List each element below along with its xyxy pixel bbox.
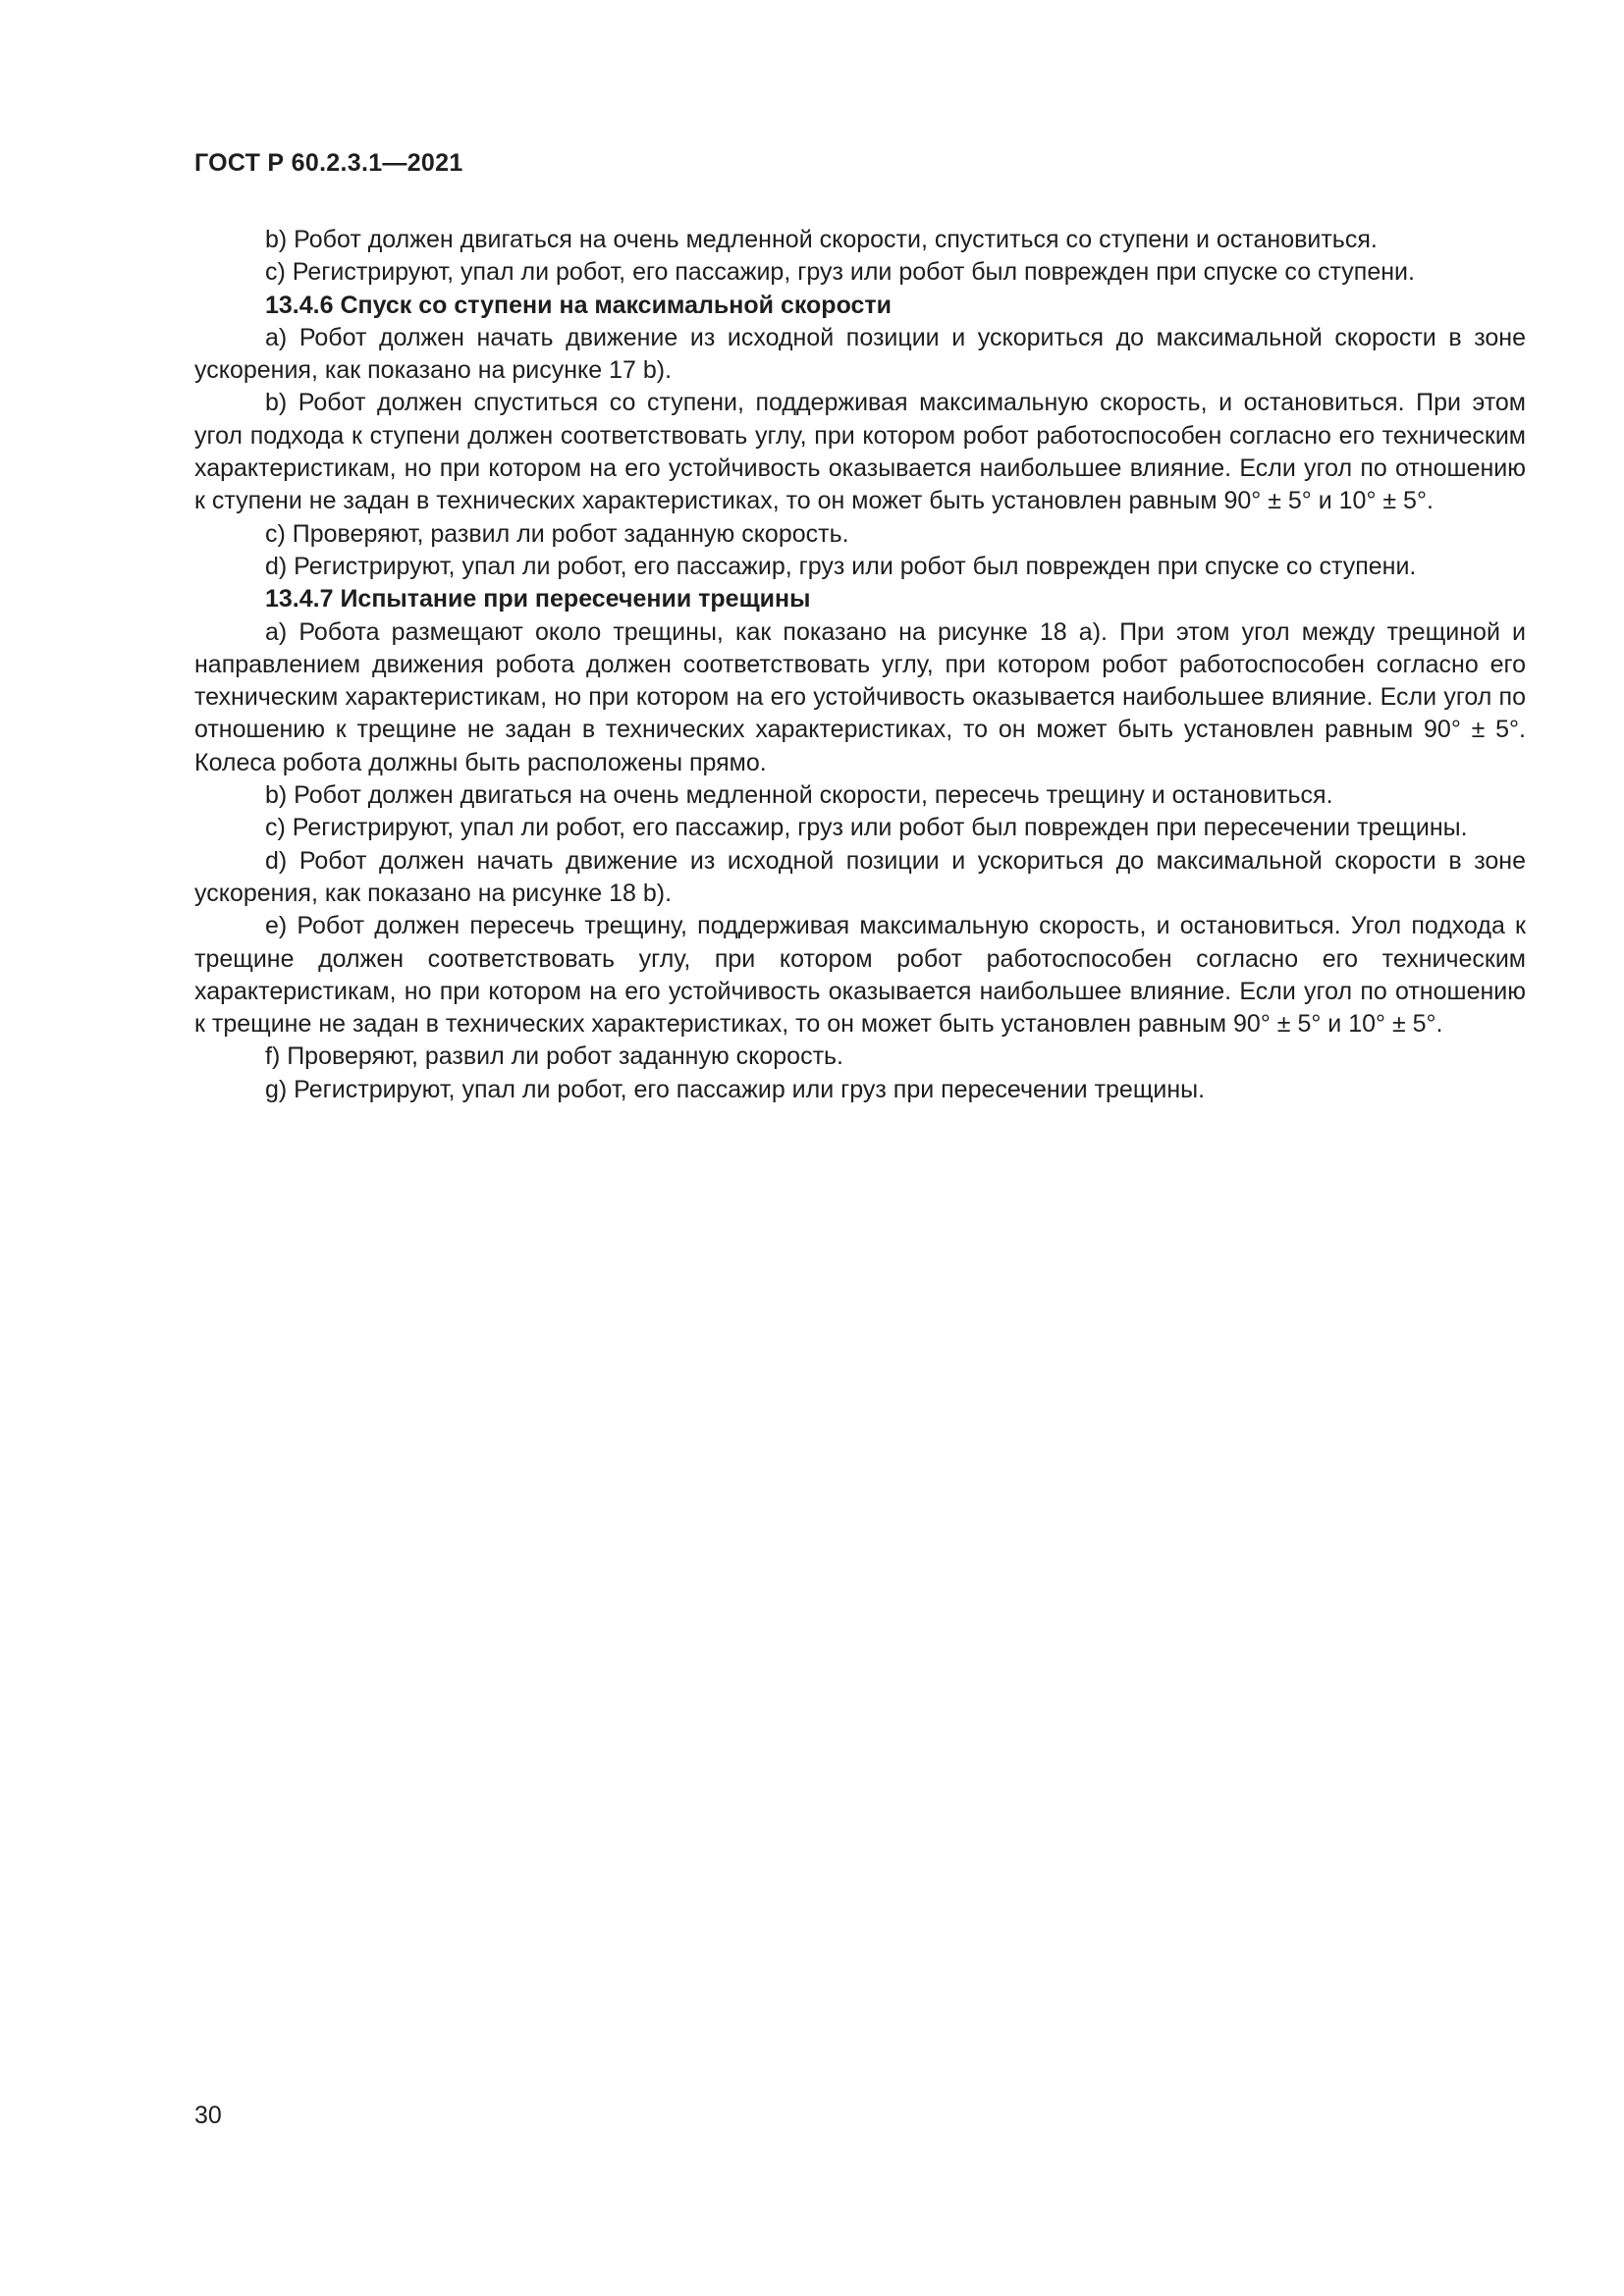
section-heading-13-4-6: 13.4.6 Спуск со ступени на максимальной скорости: [265, 291, 893, 319]
paragraph-13-4-7-e: e) Робот должен пересечь трещину, поддерживая максимальную скорость, и остановиться. Угол подхода к трещине должен соответствовать углу, при котором робот работоспособен согласно его техническим характеристикам, но при котором на его устойчивость оказывается наибольшее влияние. Если угол по отношению к трещине не задан в технических характеристиках, то он может быть установлен равным 90° ± 5° и 10° ± 5°.: [194, 912, 1526, 1039]
paragraph-13-4-6-d: d) Регистрируют, упал ли робот, его пассажир, груз или робот был поврежден при спуске со ступени.: [265, 552, 1417, 580]
page-number: 30: [194, 2102, 222, 2129]
document-body: [194, 224, 1526, 1106]
paragraph-13-4-7-c: c) Регистрируют, упал ли робот, его пассажир, груз или робот был поврежден при пересечении трещины.: [265, 814, 1468, 842]
paragraph-13-4-5-c: c) Регистрируют, упал ли робот, его пассажир, груз или робот был поврежден при спуске со ступени.: [265, 258, 1415, 287]
paragraph-13-4-5-b: b) Робот должен двигаться на очень медленной скорости, спуститься со ступени и остановиться.: [265, 226, 1378, 253]
section-heading-13-4-7: 13.4.7 Испытание при пересечении трещины: [265, 585, 811, 614]
paragraph-13-4-7-f: f) Проверяют, развил ли робот заданную скорость.: [265, 1042, 843, 1071]
paragraph-13-4-7-d: d) Робот должен начать движение из исходной позиции и ускориться до максимальной скорости в зоне ускорения, как показано на рисунке 18 b).: [194, 846, 1526, 907]
paragraph-13-4-6-c: c) Проверяют, развил ли робот заданную скорость.: [265, 519, 849, 548]
paragraph-13-4-6-a: a) Робот должен начать движение из исходной позиции и ускориться до максимальной скорости в зоне ускорения, как показано на рисунке 17 b).: [194, 323, 1526, 385]
document-header: ГОСТ Р 60.2.3.1—2021: [194, 149, 463, 177]
paragraph-13-4-7-a: a) Робота размещают около трещины, как показано на рисунке 18 a). При этом угол между трещиной и направлением движения робота должен соответствовать углу, при котором робот работоспособен согласно его техническим характеристикам, но при котором на его устойчивость оказывается наибольшее влияние. Если угол по отношению к трещине не задан в технических характеристиках, то он может быть установлен равным 90° ± 5°. Колеса робота должны быть расположены прямо.: [194, 617, 1526, 776]
paragraph-13-4-6-b: b) Робот должен спуститься со ступени, поддерживая максимальную скорость, и остановиться. При этом угол подхода к ступени должен соответствовать углу, при котором робот работоспособен согласно его техническим характеристикам, но при котором на его устойчивость оказывается наибольшее влияние. Если угол по отношению к ступени не задан в технических характеристиках, то он может быть установлен равным 90° ± 5° и 10° ± 5°.: [194, 389, 1526, 515]
paragraph-13-4-7-g: g) Регистрируют, упал ли робот, его пассажир или груз при пересечении трещины.: [265, 1075, 1206, 1103]
paragraph-13-4-7-b: b) Робот должен двигаться на очень медленной скорости, пересечь трещину и остановиться.: [265, 781, 1333, 810]
